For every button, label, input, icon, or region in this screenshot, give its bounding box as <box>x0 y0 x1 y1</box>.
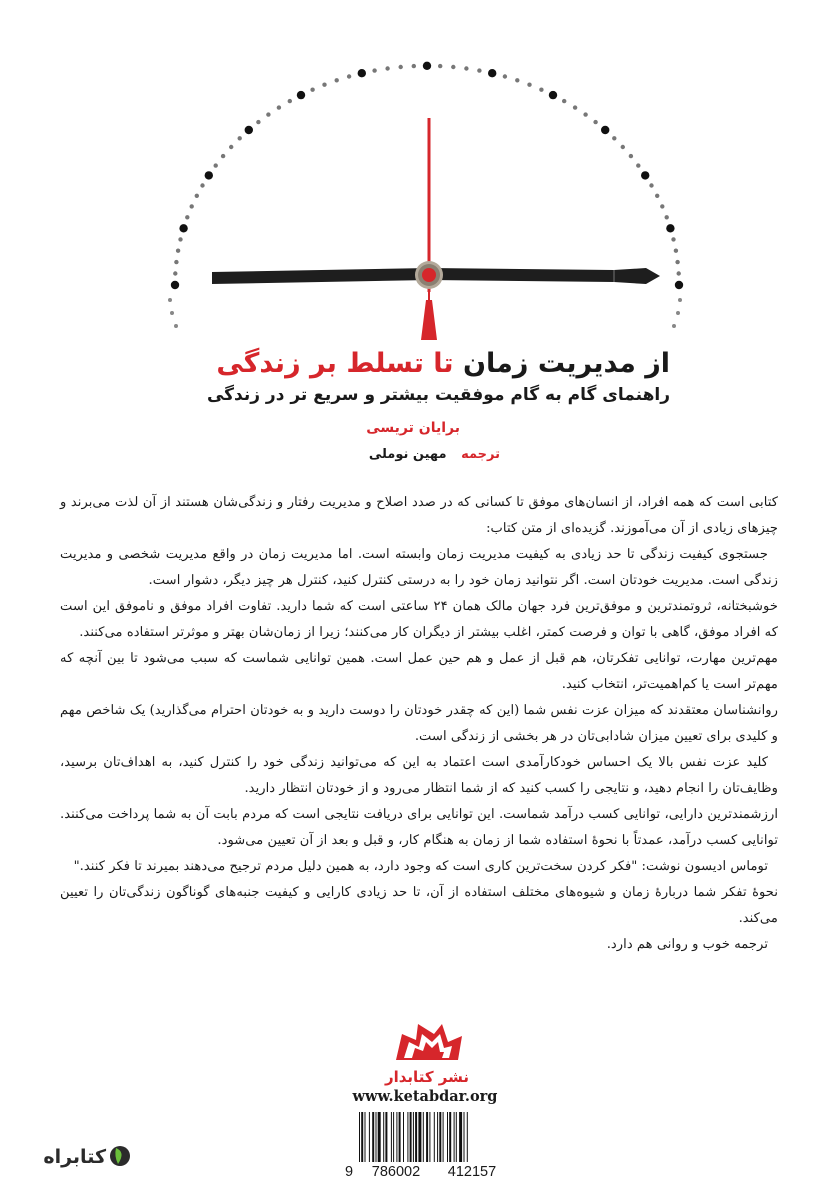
clock-minute-dot <box>372 68 376 72</box>
barcode-bar <box>454 1112 455 1162</box>
barcode-bar <box>443 1112 444 1162</box>
clock-minute-dot <box>412 64 416 68</box>
author-name: برایان تریسی <box>366 420 460 436</box>
clock-hour-hand <box>212 268 430 284</box>
clock-hour-dot <box>205 171 213 179</box>
clock-minute-dot <box>322 83 326 87</box>
barcode-bar <box>459 1112 462 1162</box>
clock-minute-dot <box>200 183 204 187</box>
clock-minute-dot <box>583 112 587 116</box>
barcode-bar <box>429 1112 430 1162</box>
clock-minute-dot <box>636 163 640 167</box>
barcode-bar <box>464 1112 465 1162</box>
clock-minute-dot <box>451 65 455 69</box>
barcode-bar <box>403 1112 404 1162</box>
paragraph: خوشبختانه، ثروتمندترین و موفق‌ترین فرد جهان مالک همان ۲۴ ساعتی است که شما دارید. تفاوت افراد موفق و ناموفق این است که افراد موفق، گاهی با توان و فرصت کمتر، اغلب بیشتر از دیگران کار می‌کنند؛ زیرا از زمان‌شان بهتر و موثرتر استفاده می‌کنند. <box>60 599 778 640</box>
clock-minute-dot <box>675 260 679 264</box>
clock-minute-dot <box>347 74 351 78</box>
barcode-bar <box>378 1112 381 1162</box>
barcode-bar <box>415 1112 417 1162</box>
clock-minute-dot <box>676 311 680 315</box>
clock-hour-dot <box>179 224 187 232</box>
barcode-bar <box>372 1112 374 1162</box>
clock-minute-dot <box>629 154 633 158</box>
barcode-bar <box>396 1112 397 1162</box>
clock-minute-dot <box>238 136 242 140</box>
barcode-bar <box>376 1112 377 1162</box>
barcode-bar <box>426 1112 428 1162</box>
barcode-bar <box>399 1112 401 1162</box>
barcode-bar <box>413 1112 414 1162</box>
paragraph: روانشناسان معتقدند که میزان عزت نفس شما (این که چقدر خودتان را دوست دارید و به خودتان احترام می‌گذارید) یک شاخص مهم و کلیدی برای تعیین میزان شادابی‌تان در هر بخشی از زندگی است. <box>60 703 778 744</box>
clock-minute-dot <box>399 65 403 69</box>
clock-minute-dot <box>221 154 225 158</box>
clock-minute-dot <box>176 249 180 253</box>
barcode-bar <box>359 1112 360 1162</box>
clock-hour-dot <box>549 91 557 99</box>
clock-minute-dot <box>527 83 531 87</box>
logo-text: نشر کتابدار <box>384 1068 470 1086</box>
barcode-bar <box>467 1112 468 1162</box>
clock-hour-dot <box>488 69 496 77</box>
barcode-bar <box>369 1112 370 1162</box>
clock-illustration <box>0 0 840 360</box>
clock-minute-dot <box>195 194 199 198</box>
brand-text: کتابراه <box>43 1146 106 1168</box>
barcode-bars <box>359 1112 509 1162</box>
clock-minute-dot <box>173 271 177 275</box>
barcode-bar <box>447 1112 448 1162</box>
paragraph: جستجوی کیفیت زندگی تا حد زیادی به کیفیت مدیریت زمان وابسته است. اما مدیریت زمان در واقع مدیریت شخصی و مدیریت زندگی است. مدیریت خودتان است. اگر نتوانید زمان خود را به درستی کنترل کنید، کنترل هر چیز دیگر، دشوار است. <box>60 547 778 588</box>
title-part-1: از مدیریت زمان <box>462 348 670 379</box>
clock-minute-dot <box>655 194 659 198</box>
barcode-bar <box>391 1112 392 1162</box>
isbn-barcode <box>345 1112 515 1182</box>
clock-minute-dot <box>672 324 676 328</box>
barcode-bar <box>456 1112 457 1162</box>
clock-minute-dot <box>277 105 281 109</box>
clock-hour-dot <box>245 126 253 134</box>
barcode-bar <box>449 1112 451 1162</box>
clock-minute-dot <box>573 105 577 109</box>
barcode-bar <box>365 1112 366 1162</box>
barcode-group-2: 412157 <box>447 1164 497 1180</box>
paragraph: کتابی است که همه افراد، از انسان‌های موفق تا کسانی که در صدد اصلاح و مدیریت رفتار و زندگی‌شان هستند از آن لذت می‌برند و چیزهای زیادی از آن می‌آموزند. گزیده‌ای از متن کتاب: <box>60 495 778 536</box>
book-title <box>216 348 670 379</box>
clock-minute-dot <box>266 112 270 116</box>
clock-hour-dot <box>675 281 683 289</box>
translator-name: مهین نوملی <box>368 447 447 462</box>
clock-hour-dot <box>171 281 179 289</box>
clock-minute-dot <box>477 68 481 72</box>
brand-watermark <box>20 1136 130 1176</box>
barcode-bar <box>361 1112 363 1162</box>
barcode-digit-first: 9 <box>345 1164 354 1180</box>
clock-minute-dot <box>612 136 616 140</box>
clock-minute-hand <box>430 268 660 284</box>
clock-hour-dot <box>601 126 609 134</box>
barcode-bar <box>393 1112 394 1162</box>
barcode-bar <box>383 1112 384 1162</box>
clock-minute-dot <box>185 215 189 219</box>
barcode-bar <box>418 1112 421 1162</box>
clock-minute-dot <box>464 66 468 70</box>
paragraph: ارزشمندترین دارایی، توانایی کسب درآمد شماست. این توانایی برای دریافت نتایجی است که مردم بابت آن به شما پرداخت می‌کنند. توانایی کسب درآمد، عمدتاً با نحوهٔ استفاده شما از زمان به هنگام کار، و قبل و بعد از آن تعیین می‌شود. <box>60 807 778 848</box>
clock-minute-dot <box>677 271 681 275</box>
clock-minute-dot <box>335 78 339 82</box>
clock-minute-dot <box>671 237 675 241</box>
book-subtitle: راهنمای گام به گام موفقیت بیشتر و سریع تر در زندگی <box>206 385 670 405</box>
clock-minute-dot <box>665 215 669 219</box>
clock-minute-dot <box>674 249 678 253</box>
clock-minute-dot <box>229 145 233 149</box>
clock-minute-dot <box>256 120 260 124</box>
clock-minute-dot <box>515 78 519 82</box>
paragraph: نحوهٔ تفکر شما دربارهٔ زمان و شیوه‌های مختلف استفاده از آن، تا حد زیادی کارایی و کیفیت جنبه‌های گوناگون زندگی‌تان را تعیین می‌کند. <box>60 885 778 926</box>
clock-tassel <box>421 300 437 340</box>
clock-minute-dot <box>678 298 682 302</box>
clock-minute-dot <box>660 204 664 208</box>
blurb-text <box>60 490 778 958</box>
clock-minute-dot <box>385 66 389 70</box>
barcode-group-1: 786002 <box>371 1164 421 1180</box>
paragraph: مهم‌ترین مهارت، توانایی تفکرتان، هم قبل از عمل و هم حین عمل است. همین توانایی شماست که سبب می‌شود تا بین آنچه که مهم‌تر است یا کم‌اهمیت‌تر، انتخاب کنید. <box>60 651 778 692</box>
clock-hour-dot <box>666 224 674 232</box>
clock-hour-dot <box>297 91 305 99</box>
barcode-bar <box>385 1112 387 1162</box>
barcode-bar <box>437 1112 438 1162</box>
clock-minute-dot <box>593 120 597 124</box>
clock-hour-dot <box>423 62 431 70</box>
clock-minute-dot <box>170 311 174 315</box>
clock-minute-dot <box>503 74 507 78</box>
clock-minute-dot <box>214 163 218 167</box>
translator-row <box>300 447 500 462</box>
paragraph: توماس ادیسون نوشت: "فکر کردن سخت‌ترین کاری است که وجود دارد، به همین دلیل مردم ترجیح می‌دهند بمیرند تا فکر کنند." <box>73 859 768 874</box>
clock-minute-dot <box>438 64 442 68</box>
clock-hour-dot <box>358 69 366 77</box>
clock-hour-dot <box>641 171 649 179</box>
barcode-bar <box>410 1112 412 1162</box>
paragraph: ترجمه خوب و روانی هم دارد. <box>606 937 768 952</box>
clock-minute-dot <box>310 88 314 92</box>
clock-minute-dot <box>621 145 625 149</box>
barcode-bar <box>434 1112 435 1162</box>
publisher-url[interactable]: www.ketabdar.org <box>352 1088 498 1105</box>
clock-minute-dot <box>649 183 653 187</box>
clock-minute-dot <box>178 237 182 241</box>
clock-minute-dot <box>562 99 566 103</box>
barcode-bar <box>439 1112 441 1162</box>
clock-minute-dot <box>174 324 178 328</box>
barcode-bar <box>423 1112 424 1162</box>
title-part-2: تا تسلط بر زندگی <box>216 348 454 379</box>
clock-minute-dot <box>288 99 292 103</box>
clock-minute-dot <box>190 204 194 208</box>
clock-minute-dot <box>174 260 178 264</box>
barcode-bar <box>407 1112 408 1162</box>
clock-minute-dot <box>539 88 543 92</box>
paragraph: کلید عزت نفس بالا یک احساس خودکارآمدی است اعتماد به این که می‌توانید زندگی خود را کنترل کنید، به اهداف‌تان برسید، وظایف‌تان را انجام دهید، و نتایجی را کسب کنید که از شما انتظار می‌رود و از خودتان انتظار دارید. <box>60 755 778 796</box>
translator-label: ترجمه <box>461 447 500 462</box>
clock-minute-dot <box>168 298 172 302</box>
publisher-logo <box>382 1020 472 1090</box>
